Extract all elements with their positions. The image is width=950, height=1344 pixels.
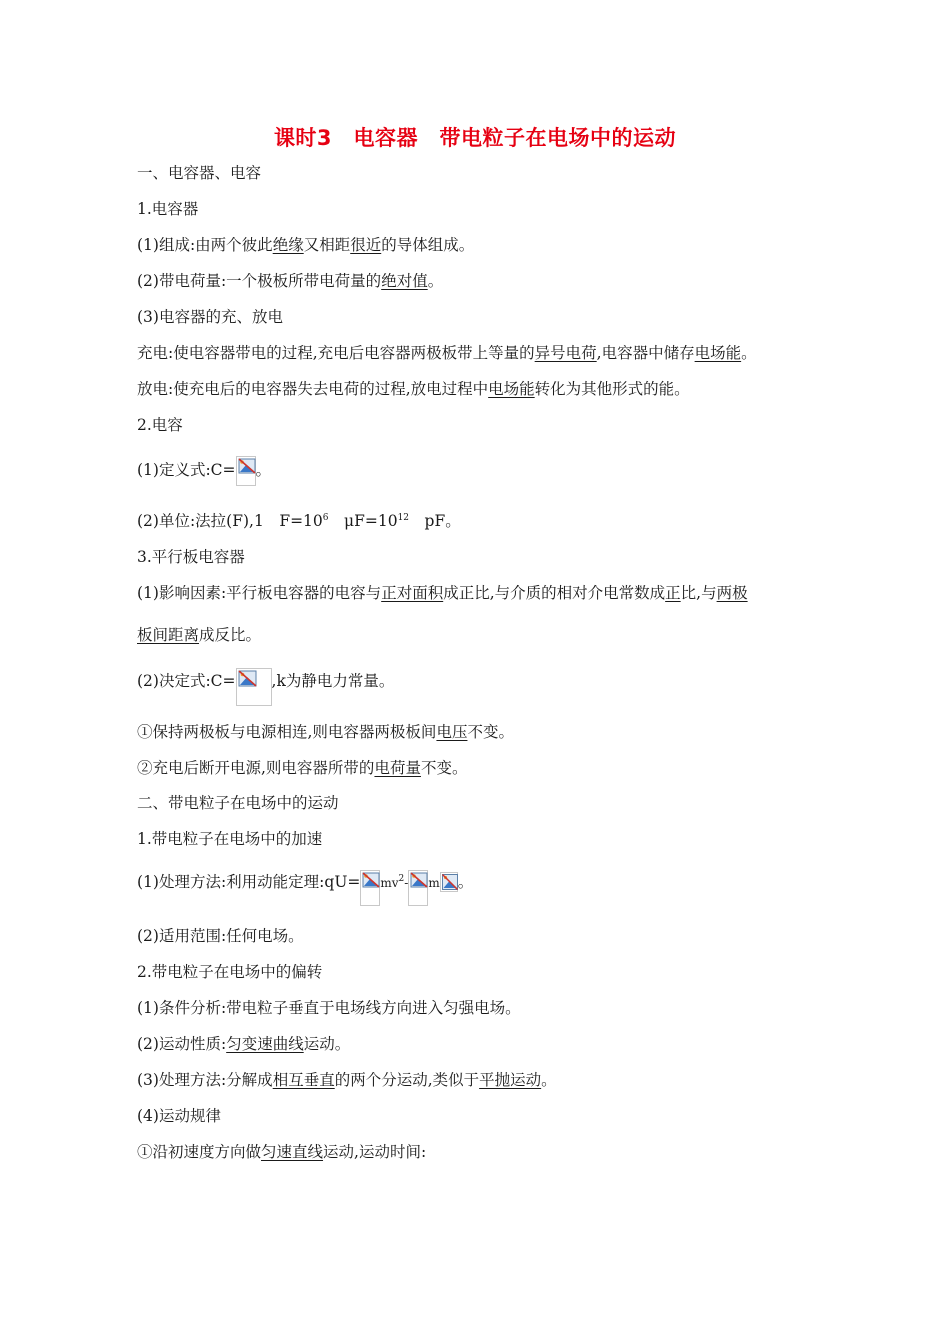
answer-underlined: 板间距离 (137, 626, 200, 644)
paragraph-unit: (2)单位:法拉(F),1 $F=10^6$ $\mu F=10^{12}$ pF。 (137, 512, 461, 530)
answer-underlined: 电场能 (694, 344, 742, 362)
paragraph-factors-cont: 板间距离成反比。 (137, 626, 262, 644)
answer-underlined: 相互垂直 (272, 1071, 335, 1089)
answer-underlined: 电场能 (488, 380, 535, 398)
paragraph-definition: (1)定义式:C= 。 (137, 456, 271, 486)
paragraph-initial-velocity: ①沿初速度方向做匀速直线运动,运动时间: (137, 1143, 427, 1161)
answer-underlined: 电荷量 (374, 759, 421, 777)
paragraph-disconnect: ②充电后断开电源,则电容器所带的电荷量不变。 (137, 759, 468, 777)
answer-underlined: 匀变速曲线 (226, 1035, 304, 1053)
answer-underlined: 绝缘 (272, 236, 304, 254)
broken-image-icon (440, 872, 458, 892)
paragraph-charge-discharge: (3)电容器的充、放电 (137, 308, 283, 326)
answer-underlined: 匀速直线 (261, 1143, 324, 1161)
answer-underlined: 异号电荷 (534, 344, 597, 362)
paragraph-charging: 充电:使电容器带电的过程,充电后电容器两极板带上等量的异号电荷,电容器中储存电场能。 (137, 344, 757, 362)
paragraph-method: (3)处理方法:分解成相互垂直的两个分运动,类似于平抛运动。 (137, 1071, 557, 1089)
answer-underlined: 两极 (716, 584, 748, 602)
section-heading-motion: 二、带电粒子在电场中的运动 (137, 794, 339, 812)
paragraph-discharging: 放电:使充电后的电容器失去电荷的过程,放电过程中电场能转化为其他形式的能。 (137, 380, 690, 398)
subheading-parallel-plate: 3.平行板电容器 (137, 548, 245, 566)
paragraph-composition: (1)组成:由两个彼此绝缘又相距很近的导体组成。 (137, 236, 475, 254)
paragraph-conditions: (1)条件分析:带电粒子垂直于电场线方向进入匀强电场。 (137, 999, 521, 1017)
paragraph-laws: (4)运动规律 (137, 1107, 221, 1125)
subheading-deflection: 2.带电粒子在电场中的偏转 (137, 963, 323, 981)
paragraph-scope: (2)适用范围:任何电场。 (137, 927, 304, 945)
answer-underlined: 正 (665, 584, 681, 602)
answer-underlined: 电压 (436, 723, 468, 741)
answer-underlined: 很近 (350, 236, 382, 254)
broken-image-icon (236, 456, 256, 486)
paragraph-formula: (2)决定式:C= ,k为静电力常量。 (137, 668, 394, 706)
answer-underlined: 正对面积 (381, 584, 444, 602)
broken-image-icon (360, 870, 380, 906)
answer-underlined: 绝对值 (381, 272, 428, 290)
broken-image-icon (408, 870, 428, 906)
paragraph-factors: (1)影响因素:平行板电容器的电容与正对面积成正比,与介质的相对介电常数成正比,与两极 (137, 584, 748, 602)
subheading-capacitor: 1.电容器 (137, 200, 199, 218)
paragraph-motion-type: (2)运动性质:匀变速曲线运动。 (137, 1035, 351, 1053)
paragraph-kinetic-energy: (1)处理方法:利用动能定理:qU= $mv^2-$ m 。 (137, 870, 473, 906)
subheading-capacitance: 2.电容 (137, 416, 183, 434)
answer-underlined: 平抛运动 (479, 1071, 542, 1089)
section-heading-capacitor: 一、电容器、电容 (137, 164, 262, 182)
paragraph-keep-connected: ①保持两极板与电源相连,则电容器两极板间电压不变。 (137, 723, 514, 741)
page-title: 课时3 电容器 带电粒子在电场中的运动 (273, 126, 677, 150)
paragraph-charge: (2)带电荷量:一个极板所带电荷量的绝对值。 (137, 272, 444, 290)
broken-image-icon (236, 668, 272, 706)
subheading-acceleration: 1.带电粒子在电场中的加速 (137, 830, 323, 848)
